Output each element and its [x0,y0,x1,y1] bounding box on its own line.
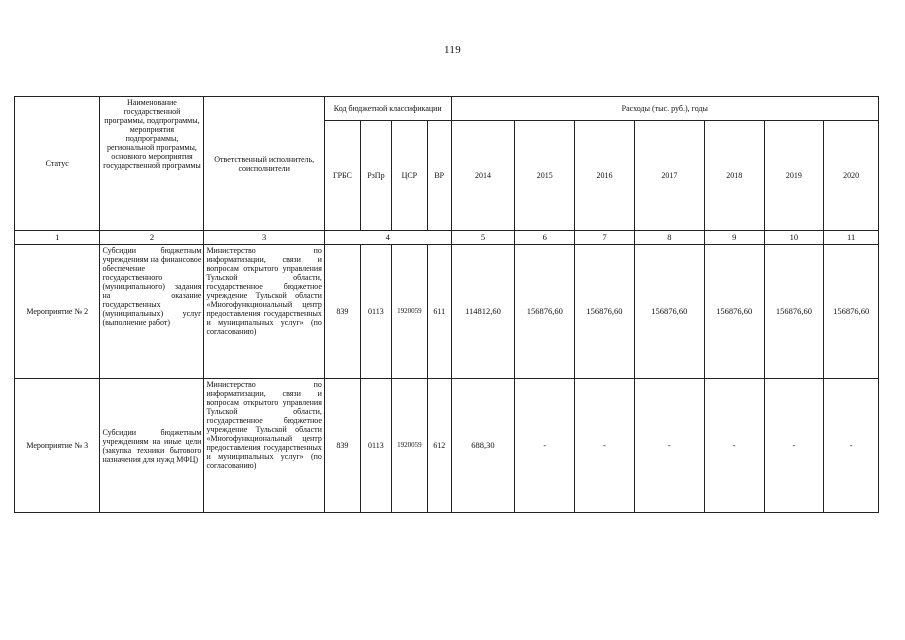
row-value-2018: - [704,379,764,513]
row-value-2017: - [634,379,704,513]
header-year-2020: 2020 [824,121,879,231]
header-rzpr: РзПр [360,121,391,231]
row-vr: 612 [427,379,451,513]
row-csr: 1920059 [391,379,427,513]
column-index: 7 [575,231,635,245]
column-index: 6 [515,231,575,245]
header-vr: ВР [427,121,451,231]
table-row [15,379,879,513]
row-rzpr: 0113 [360,245,391,379]
header-grbs: ГРБС [324,121,360,231]
row-grbs: 839 [324,245,360,379]
row-rzpr: 0113 [360,379,391,513]
row-value-2016: - [575,379,635,513]
table-row [15,245,879,379]
column-index: 5 [451,231,515,245]
row-name: Субсидии бюджетным учреждениям на финансовое обеспечение государственного (муниципального) задания на оказание государственных (муниципальных) услуг (выполнение работ) [100,245,204,379]
row-executor: Министерство по информатизации, связи и вопросам открытого управления Тульской области, государственное бюджетное учреждение Тульской области «Многофункциональный центр предоставления государственных и муниципальных услуг» (по согласованию) [204,379,324,513]
header-year-2017: 2017 [634,121,704,231]
row-name: Субсидии бюджетным учреждениям на иные цели (закупка техники бытового назначения для нужд МФЦ) [100,379,204,513]
header-csr: ЦСР [391,121,427,231]
row-value-2018: 156876,60 [704,245,764,379]
column-index: 9 [704,231,764,245]
row-value-2015: 156876,60 [515,245,575,379]
row-value-2020: 156876,60 [824,245,879,379]
header-year-2015: 2015 [515,121,575,231]
row-status: Мероприятие № 2 [15,245,100,379]
header-year-2014: 2014 [451,121,515,231]
header-name: Наименование государственной программы, подпрограммы, мероприятия подпрограммы, региональной программы, основного мероприятия государственной программы [100,97,204,231]
column-index-row [15,231,879,245]
row-grbs: 839 [324,379,360,513]
header-executor: Ответственный исполнитель, соисполнители [204,97,324,231]
row-value-2019: - [764,379,824,513]
budget-table [14,96,879,513]
header-year-2018: 2018 [704,121,764,231]
page-number: 119 [444,44,461,56]
row-value-2014: 114812,60 [451,245,515,379]
row-value-2015: - [515,379,575,513]
column-index: 1 [15,231,100,245]
row-executor: Министерство по информатизации, связи и вопросам открытого управления Тульской области, государственное бюджетное учреждение Тульской области «Многофункциональный центр предоставления государственных и муниципальных услуг» (по согласованию) [204,245,324,379]
column-index: 10 [764,231,824,245]
header-year-2019: 2019 [764,121,824,231]
row-csr: 1920059 [391,245,427,379]
row-vr: 611 [427,245,451,379]
column-index: 4 [324,231,451,245]
header-row-1 [15,97,879,121]
header-expenses: Расходы (тыс. руб.), годы [451,97,878,121]
column-index: 11 [824,231,879,245]
row-value-2017: 156876,60 [634,245,704,379]
column-index: 3 [204,231,324,245]
header-budget-code: Код бюджетной классификации [324,97,451,121]
row-status: Мероприятие № 3 [15,379,100,513]
row-value-2016: 156876,60 [575,245,635,379]
row-value-2014: 688,30 [451,379,515,513]
row-value-2020: - [824,379,879,513]
row-value-2019: 156876,60 [764,245,824,379]
header-year-2016: 2016 [575,121,635,231]
column-index: 8 [634,231,704,245]
column-index: 2 [100,231,204,245]
header-status: Статус [15,97,100,231]
